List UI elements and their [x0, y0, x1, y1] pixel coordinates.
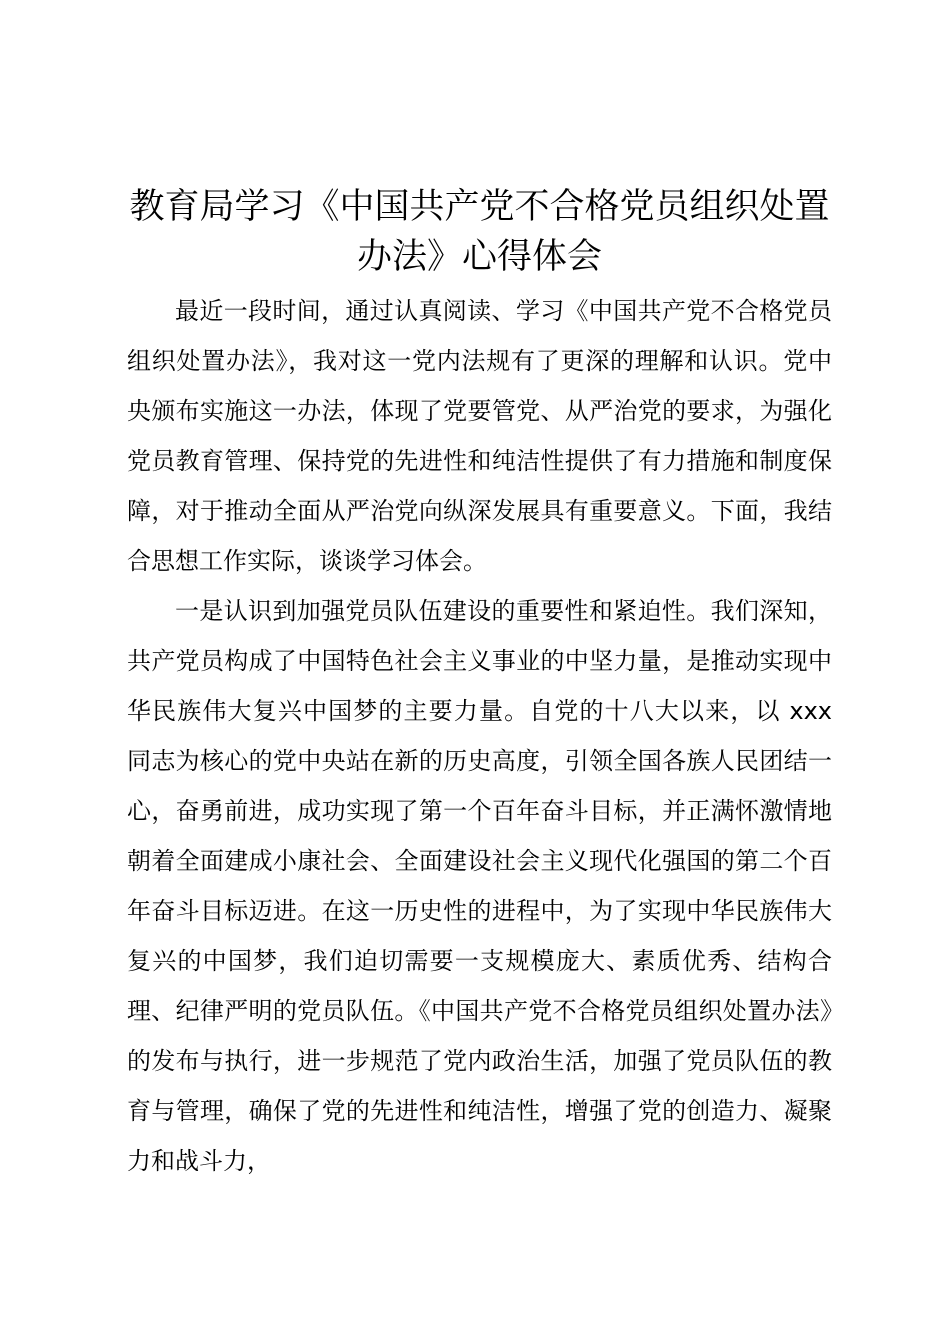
document-page	[127, 182, 832, 1186]
paragraph-point-one: 一是认识到加强党员队伍建设的重要性和紧迫性。我们深知，共产党员构成了中国特色社会主义事业的中坚力量，是推动实现中华民族伟大复兴中国梦的主要力量。自党的十八大以来，以 xxx 同志为核心的党中央站在新的历史高度，引领全国各族人民团结一心，奋勇前进，成功实现了第一个百年奋斗目标，并正满怀激情地朝着全面建成小康社会、全面建设社会主义现代化强国的第二个百年奋斗目标迈进。在这一历史性的进程中，为了实现中华民族伟大复兴的中国梦，我们迫切需要一支规模庞大、素质优秀、结构合理、纪律严明的党员队伍。《中国共产党不合格党员组织处置办法》的发布与执行，进一步规范了党内政治生活，加强了党员队伍的教育与管理，确保了党的先进性和纯洁性，增强了党的创造力、凝聚力和战斗力，	[127, 597, 832, 1175]
title-line-2: 办法》心得体会	[356, 237, 602, 277]
title-line-1: 教育局学习《中国共产党不合格党员组织处置	[129, 187, 830, 227]
paragraph-intro: 最近一段时间，通过认真阅读、学习《中国共产党不合格党员组织处置办法》，我对这一党内法规有了更深的理解和认识。党中央颁布实施这一办法，体现了党要管党、从严治党的要求，为强化党员教育管理、保持党的先进性和纯洁性提供了有力措施和制度保障，对于推动全面从严治党向纵深发展具有重要意义。下面，我结合思想工作实际，谈谈学习体会。	[127, 297, 832, 575]
document-title	[127, 182, 832, 282]
